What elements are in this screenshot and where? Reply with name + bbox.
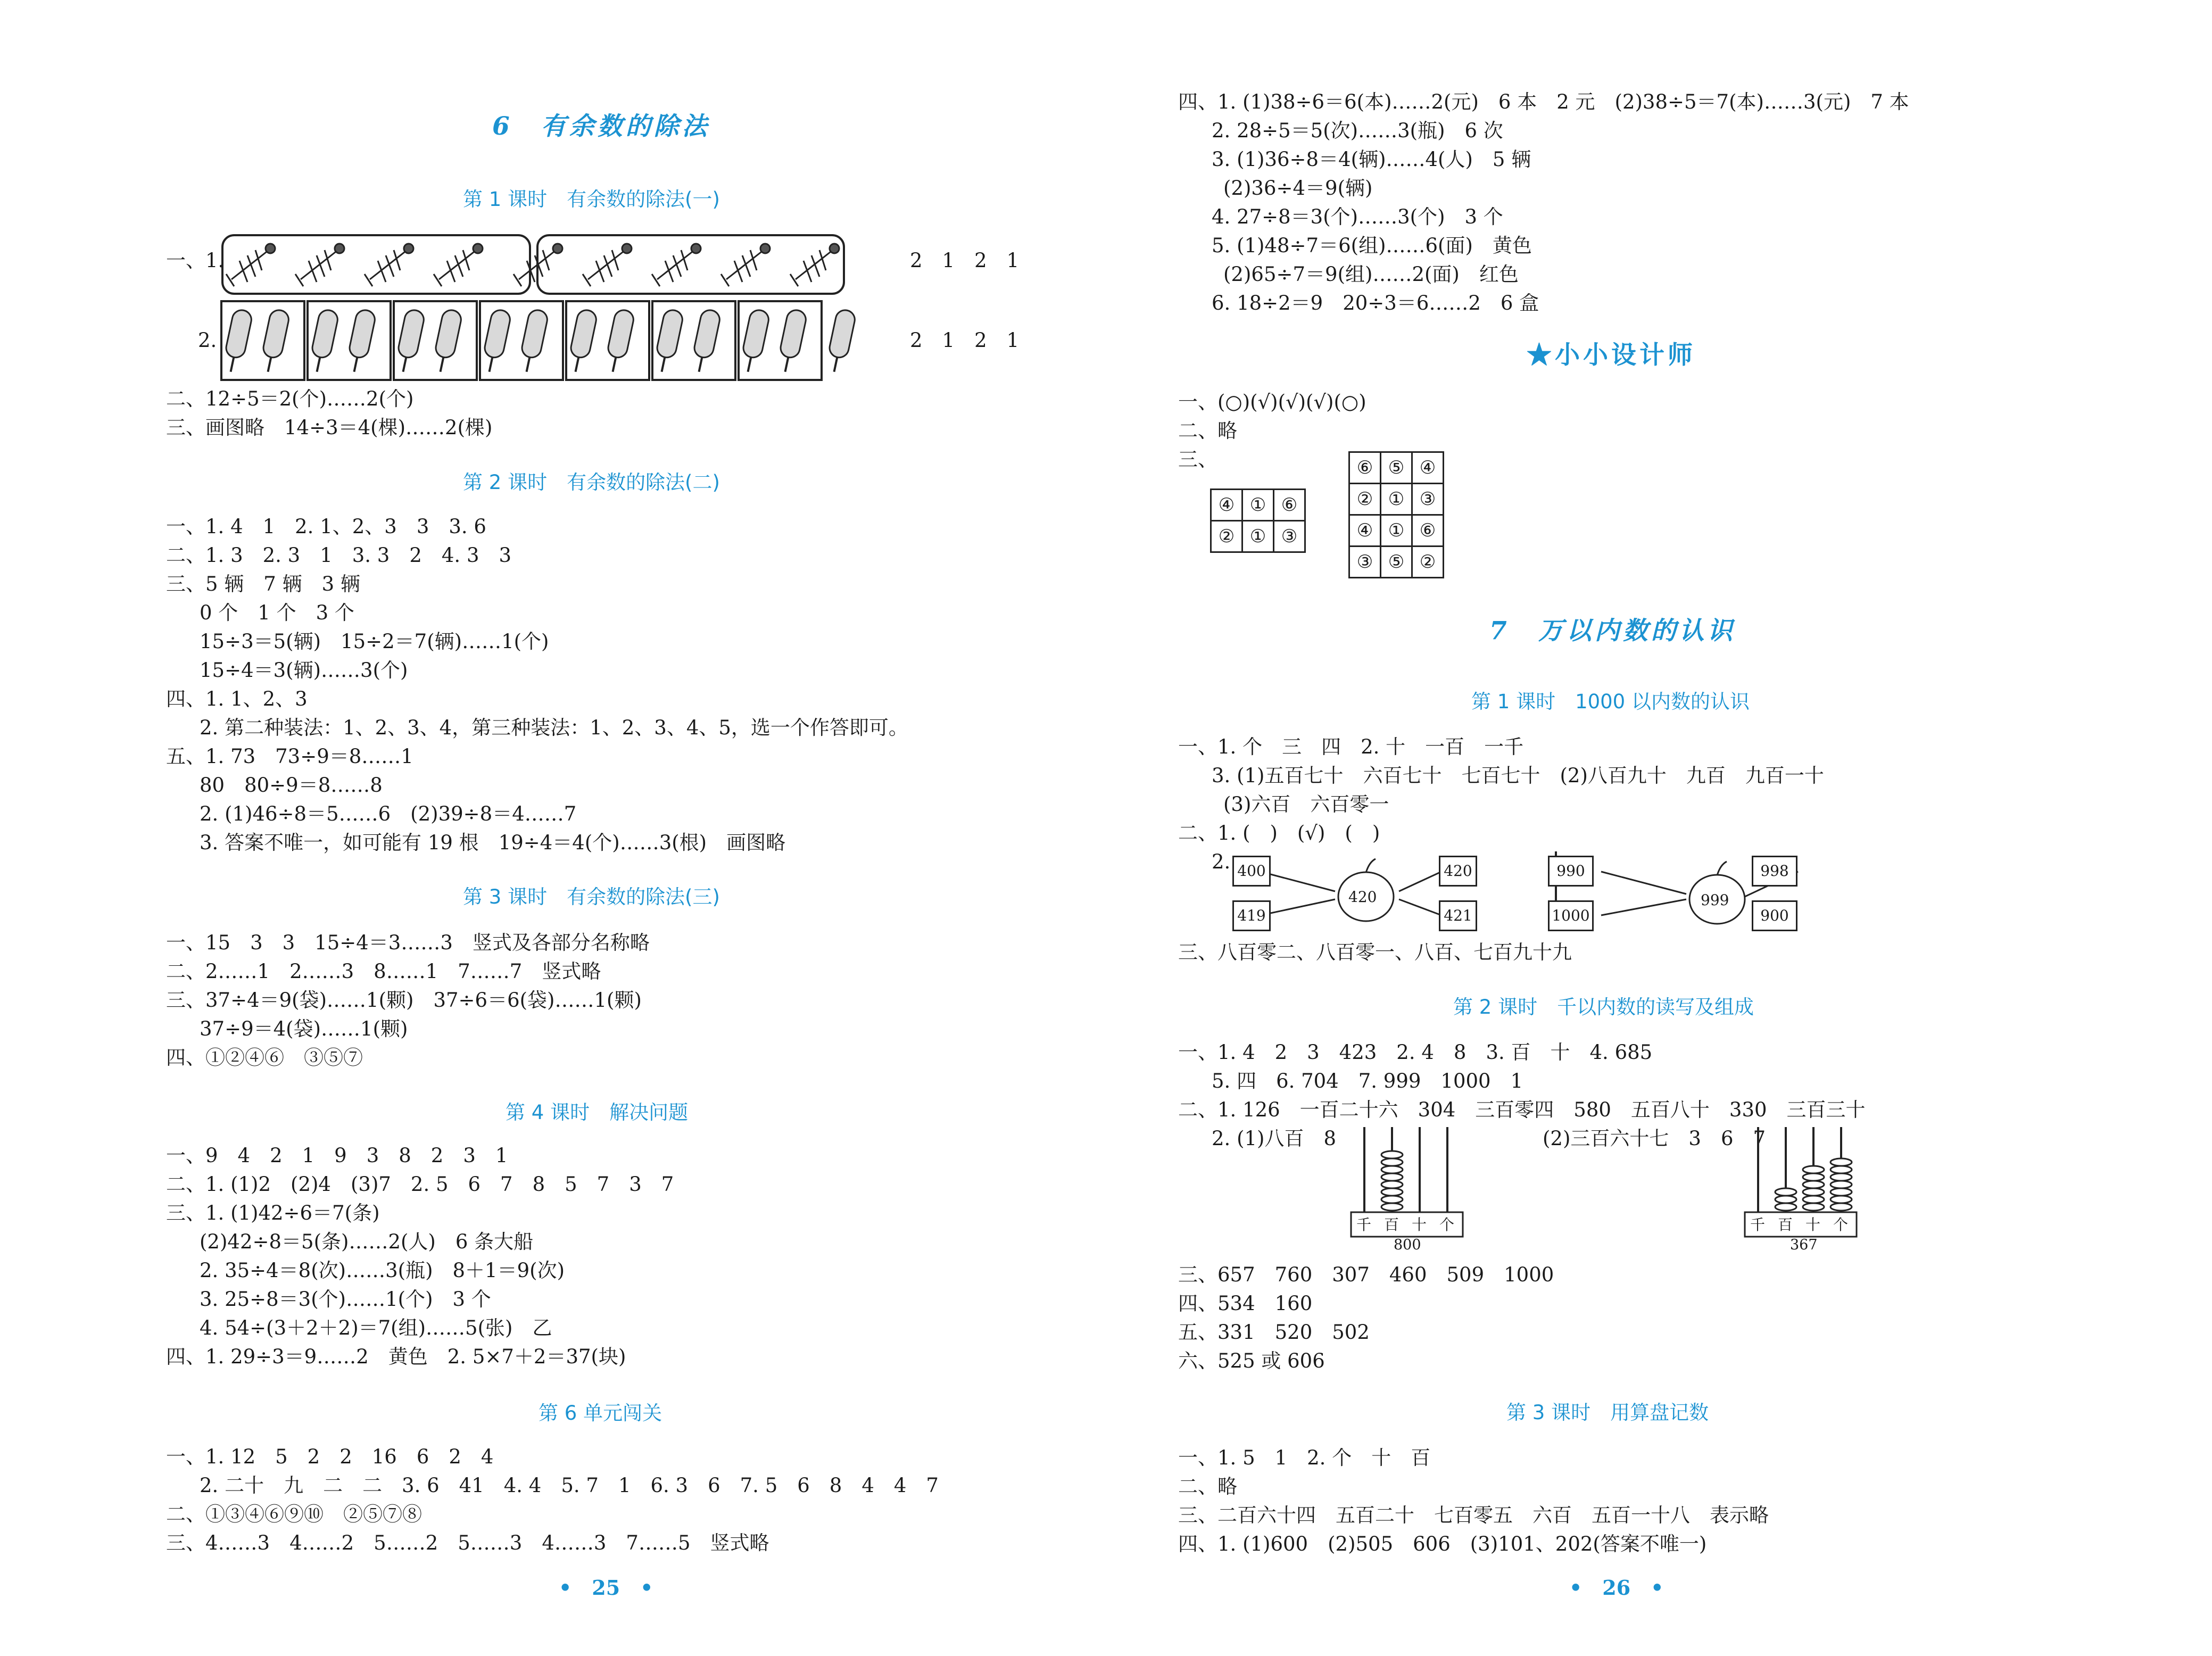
answer-line: 6. 18÷2＝9 20÷3＝6……2 6 盒 — [1212, 292, 1539, 314]
abacus-bead — [1830, 1196, 1852, 1203]
answer-line: 2. 第二种装法：1、2、3、4，第三种装法：1、2、3、4、5，选一个作答即可。 — [200, 716, 908, 739]
abacus-bead — [1381, 1188, 1403, 1196]
popsicle-figure — [218, 298, 894, 383]
abacus-label: 十 — [1412, 1216, 1427, 1233]
answer-line: 六、525 或 606 — [1178, 1349, 1325, 1372]
answer-line: 二、1. 126 一百二十六 304 三百零四 580 五百八十 330 三百三十 — [1178, 1098, 1866, 1121]
abacus-bead — [1803, 1166, 1824, 1173]
answer-line: 2. (1)46÷8＝5……6 (2)39÷8＝4……7 — [200, 802, 577, 825]
abacus-label: 千 — [1750, 1216, 1766, 1233]
abacus-bead — [1381, 1158, 1403, 1166]
abacus-value: 367 — [1790, 1237, 1818, 1253]
answer-line: 二、①③④⑥⑨⑩ ②⑤⑦⑧ — [166, 1503, 422, 1526]
answer-line: (2)42÷8＝5(条)……2(人) 6 条大船 — [200, 1230, 534, 1253]
abacus-bead — [1830, 1158, 1852, 1166]
fish-skeleton-icon — [295, 244, 344, 286]
popsicle-icon — [690, 309, 722, 374]
grid-cell: ② — [1412, 547, 1444, 578]
answer-line: 2. (1)八百 8 — [1212, 1127, 1337, 1150]
answer-line: (2)三百六十七 3 6 7 — [1543, 1127, 1766, 1150]
section-title: 第 2 课时 有余数的除法(二) — [463, 471, 720, 494]
answer-line: 5. 四 6. 704 7. 999 1000 1 — [1212, 1070, 1523, 1092]
answer-line: (3)六百 六百零一 — [1223, 793, 1389, 816]
popsicle-icon — [259, 309, 291, 374]
grid-cell: ① — [1242, 490, 1274, 521]
grid-cell: ⑥ — [1412, 515, 1444, 547]
grid-cell: ② — [1211, 521, 1242, 552]
answer-line: 2. 28÷5＝5(次)……3(瓶) 6 次 — [1212, 119, 1503, 142]
abacus-label: 百 — [1778, 1216, 1793, 1233]
answer-line: 80 80÷9＝8……8 — [200, 774, 383, 797]
answer-line: 四、1. (1)600 (2)505 606 (3)101、202(答案不唯一) — [1178, 1533, 1707, 1555]
number-box: 900 — [1752, 900, 1797, 931]
abacus-bead — [1381, 1181, 1403, 1188]
popsicle-icon — [431, 309, 463, 374]
page-number: • 26 • — [1569, 1576, 1664, 1600]
answer-line: 4. 54÷(3＋2＋2)＝7(组)……5(张) 乙 — [200, 1316, 552, 1339]
grid-cell: ④ — [1412, 452, 1444, 484]
abacus-bead — [1803, 1188, 1824, 1196]
answer-line: 一、1. 个 三 四 2. 十 一百 一千 — [1178, 735, 1524, 758]
answer-line: 三、4……3 4……2 5……2 5……3 4……3 7……5 竖式略 — [166, 1531, 769, 1554]
popsicle-icon — [394, 309, 426, 374]
section-title: 第 1 课时 1000 以内数的认识 — [1471, 690, 1750, 713]
answer-line: 3. 答案不唯一，如可能有 19 根 19÷4＝4(个)……3(根) 画图略 — [200, 831, 786, 854]
abacus-bead — [1803, 1203, 1824, 1211]
answer-line: 一、1. 4 1 2. 1、2、3 3 3. 6 — [166, 515, 486, 538]
answer-line: 二、略 — [1178, 419, 1237, 442]
popsicle-icon — [480, 309, 512, 374]
answer-line: 三、八百零二、八百零一、八百、七百九十九 — [1178, 941, 1572, 964]
answer-line: 一、1. 4 2 3 423 2. 4 8 3. 百 十 4. 685 — [1178, 1041, 1653, 1064]
chapter-title: 6 有余数的除法 — [492, 112, 710, 141]
answer-line: 三、二百六十四 五百二十 七百零五 六百 五百一十八 表示略 — [1178, 1504, 1769, 1527]
abacus-label: 个 — [1439, 1216, 1455, 1233]
grid-cell: ③ — [1274, 521, 1305, 552]
abacus-bead — [1381, 1151, 1403, 1158]
answer-line: 五、331 520 502 — [1178, 1321, 1370, 1344]
section-title: 第 1 课时 有余数的除法(一) — [463, 188, 720, 211]
answer-line: 五、1. 73 73÷9＝8……1 — [166, 745, 413, 768]
answer-line: (2)65÷7＝9(组)……2(面) 红色 — [1223, 263, 1519, 286]
abacus-bead — [1381, 1196, 1403, 1203]
fish-skeleton-icon — [652, 244, 701, 286]
answer-line: 四、534 160 — [1178, 1292, 1313, 1315]
number-box: 400 — [1232, 856, 1271, 887]
abacus-bead — [1830, 1166, 1852, 1173]
answer-line: 一、9 4 2 1 9 3 8 2 3 1 — [166, 1144, 508, 1167]
section-title: 第 4 课时 解决问题 — [506, 1101, 689, 1124]
grid-cell: ④ — [1211, 490, 1242, 521]
abacus-bead — [1381, 1173, 1403, 1181]
abacus-value: 800 — [1394, 1237, 1421, 1253]
popsicle-icon — [345, 309, 377, 374]
answer-line: 三、657 760 307 460 509 1000 — [1178, 1263, 1554, 1286]
fish-skeleton-icon — [226, 244, 275, 286]
question-label: 2. — [198, 329, 217, 352]
abacus-bead — [1803, 1181, 1824, 1188]
answer-line: 二、1. ( ) (√) ( ) — [1178, 822, 1380, 844]
section-title: 第 3 课时 有余数的除法(三) — [463, 885, 720, 908]
answer-line: 四、1. 29÷3＝9……2 黄色 2. 5×7＋2＝37(块) — [166, 1345, 626, 1368]
popsicle-icon — [566, 309, 598, 374]
fish-skeleton-icon — [721, 244, 770, 286]
number-box: 421 — [1439, 900, 1477, 931]
grid-cell: ⑥ — [1274, 490, 1305, 521]
popsicle-icon — [825, 309, 857, 374]
right-page — [1106, 0, 2212, 1656]
abacus-label: 百 — [1384, 1216, 1399, 1233]
grid-cell: ③ — [1412, 484, 1444, 515]
answer-line: 四、①②④⑥ ③⑤⑦ — [166, 1046, 363, 1069]
answer-line: 三、画图略 14÷3＝4(棵)……2(棵) — [166, 416, 493, 439]
grid-cell: ⑤ — [1381, 547, 1412, 578]
popsicle-icon — [776, 309, 808, 374]
number-box: 990 — [1548, 856, 1594, 887]
number-box: 419 — [1232, 900, 1271, 931]
answer-line: 三、5 辆 7 辆 3 辆 — [166, 573, 360, 595]
grid-cell: ① — [1381, 484, 1412, 515]
answer-line: 二、1. 3 2. 3 1 3. 3 2 4. 3 3 — [166, 544, 512, 567]
grid-cell: ④ — [1349, 515, 1381, 547]
answer-line: 一、1. 5 1 2. 个 十 百 — [1178, 1446, 1431, 1469]
abacus-bead — [1775, 1188, 1796, 1196]
answer-line: 四、1. 1、2、3 — [166, 688, 308, 710]
answer-line: 四、1. (1)38÷6＝6(本)……2(元) 6 本 2 元 (2)38÷5＝7(本)……3(元) 7 本 — [1178, 90, 1909, 113]
designer-title: ★小小设计师 — [1527, 341, 1696, 370]
answer-row: 2 1 2 1 — [910, 249, 1020, 272]
number-box: 998 — [1752, 856, 1797, 887]
popsicle-icon — [221, 309, 253, 374]
popsicle-icon — [739, 309, 771, 374]
abacus-bead — [1830, 1173, 1852, 1181]
abacus-label: 千 — [1356, 1216, 1372, 1233]
abacus-bead — [1830, 1203, 1852, 1211]
abacus-bead — [1830, 1181, 1852, 1188]
answer-line: 二、12÷5＝2(个)……2(个) — [166, 387, 414, 410]
answer-line: 15÷3＝5(辆) 15÷2＝7(辆)……1(个) — [200, 630, 549, 653]
answer-row: 2 1 2 1 — [910, 329, 1020, 352]
abacus-bead — [1381, 1166, 1403, 1173]
answer-line: (2)36÷4＝9(辆) — [1223, 177, 1373, 200]
answer-line: 二、2……1 2……3 8……1 7……7 竖式略 — [166, 960, 601, 983]
answer-line: 15÷4＝3(辆)……3(个) — [200, 659, 408, 682]
apple-center: 999 — [1701, 891, 1729, 909]
number-box: 420 — [1439, 856, 1477, 887]
question-label: 一、1. — [166, 249, 225, 272]
abacus-bead — [1381, 1203, 1403, 1211]
grid-cell: ⑥ — [1349, 452, 1381, 484]
abacus-label: 十 — [1805, 1216, 1821, 1233]
section-title: 第 2 课时 千以内数的读写及组成 — [1453, 996, 1754, 1019]
answer-line: 一、(○)(√)(√)(√)(○) — [1178, 391, 1366, 413]
answer-line: 2. — [1212, 850, 1231, 873]
answer-line: 2. 35÷4＝8(次)……3(瓶) 8＋1＝9(次) — [200, 1259, 565, 1282]
grid-cell: ⑤ — [1381, 452, 1412, 484]
chapter-title: 7 万以内数的认识 — [1489, 616, 1736, 645]
abacus-bead — [1775, 1203, 1796, 1211]
abacus-bead — [1803, 1173, 1824, 1181]
answer-line: 二、1. (1)2 (2)4 (3)7 2. 5 6 7 8 5 7 3 7 — [166, 1173, 674, 1196]
grid-small — [1210, 488, 1306, 553]
answer-line: 二、略 — [1178, 1475, 1237, 1498]
abacus-bead — [1830, 1188, 1852, 1196]
grid-cell: ② — [1349, 484, 1381, 515]
popsicle-icon — [652, 309, 684, 374]
section-title: 第 3 课时 用算盘记数 — [1506, 1401, 1709, 1424]
answer-line: 0 个 1 个 3 个 — [200, 601, 354, 624]
abacus-bead — [1803, 1196, 1824, 1203]
grid-cell: ① — [1381, 515, 1412, 547]
grid-cell: ③ — [1349, 547, 1381, 578]
answer-line: 三、37÷4＝9(袋)……1(颗) 37÷6＝6(袋)……1(颗) — [166, 989, 642, 1012]
answer-line: 2. 二十 九 二 二 3. 6 41 4. 4 5. 7 1 6. 3 6 7. 5 6 8 4 4 7 — [200, 1474, 939, 1497]
fish-skeleton-icon — [434, 244, 483, 286]
number-box: 1000 — [1548, 900, 1594, 931]
fish-skeleton-icon — [364, 244, 413, 286]
abacus-bead — [1775, 1196, 1796, 1203]
answer-line: 三、 — [1178, 448, 1217, 471]
answer-line: 4. 27÷8＝3(个)……3(个) 3 个 — [1212, 205, 1503, 228]
fish-skeleton-icon — [790, 244, 839, 286]
popsicle-icon — [308, 309, 339, 374]
page-number: • 25 • — [559, 1576, 653, 1600]
answer-line: 37÷9＝4(袋)……1(颗) — [200, 1017, 408, 1040]
answer-line: 三、1. (1)42÷6＝7(条) — [166, 1202, 380, 1224]
abacus-label: 个 — [1833, 1216, 1849, 1233]
answer-line: 5. (1)48÷7＝6(组)……6(面) 黄色 — [1212, 234, 1532, 257]
popsicle-icon — [603, 309, 635, 374]
answer-line: 3. (1)五百七十 六百七十 七百七十 (2)八百九十 九百 九百一十 — [1212, 764, 1824, 787]
section-title: 第 6 单元闯关 — [538, 1402, 662, 1425]
answer-line: 3. 25÷8＝3(个)……1(个) 3 个 — [200, 1288, 491, 1311]
fish-skeleton-icon — [583, 244, 632, 286]
answer-line: 3. (1)36÷8＝4(辆)……4(人) 5 辆 — [1212, 148, 1531, 171]
apple-center: 420 — [1348, 888, 1377, 906]
grid-large — [1348, 451, 1444, 578]
answer-line: 一、1. 12 5 2 2 16 6 2 4 — [166, 1445, 494, 1468]
popsicle-icon — [517, 309, 549, 374]
answer-line: 一、15 3 3 15÷4＝3……3 竖式及各部分名称略 — [166, 931, 650, 954]
grid-cell: ① — [1242, 521, 1274, 552]
fish-skeleton-figure — [218, 229, 894, 298]
